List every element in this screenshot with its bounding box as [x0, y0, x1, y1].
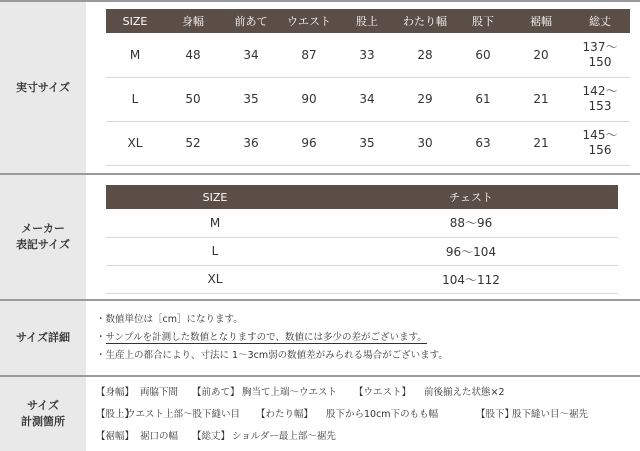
th-size: SIZE — [106, 9, 164, 33]
measure-label-line1: サイズ — [26, 399, 60, 412]
cell: 33 — [338, 33, 396, 77]
measure-key: 【ウエスト】 — [354, 387, 412, 398]
cell-length — [570, 77, 630, 121]
actual-size-label — [0, 2, 86, 173]
actual-size-section — [0, 2, 640, 173]
actual-size-table — [106, 9, 630, 166]
length-max: 153 — [588, 99, 612, 113]
measure-key: 【前あて】 — [192, 387, 240, 398]
measure-label — [0, 377, 86, 451]
maker-size-label-line2: 表記サイズ — [15, 238, 71, 251]
cell: 20 — [512, 33, 570, 77]
cell: 21 — [512, 121, 570, 165]
size-detail-label — [0, 301, 86, 375]
cell: 35 — [338, 121, 396, 165]
cell: XL — [106, 121, 164, 165]
cell-length — [570, 121, 630, 165]
table-row — [106, 265, 618, 293]
cell: 61 — [454, 77, 512, 121]
cell: 48 — [164, 33, 222, 77]
table-header-row — [106, 185, 618, 209]
th-hem: 裾幅 — [512, 9, 570, 33]
measure-value: ショルダー最上部〜裾先 — [232, 431, 336, 442]
cell: 96〜104 — [324, 237, 618, 265]
cell: 50 — [164, 77, 222, 121]
measure-section — [0, 377, 640, 451]
cell: 35 — [222, 77, 280, 121]
measure-value: 胸当て上端〜ウエスト — [242, 387, 338, 398]
measure-key: 【裾幅】 — [96, 431, 135, 442]
measure-row — [96, 382, 588, 404]
table-row — [106, 237, 618, 265]
table-row — [106, 209, 618, 237]
cell: 88〜96 — [324, 209, 618, 237]
table-row — [106, 77, 630, 121]
measure-value: 股下から10cm下のもも幅 — [326, 409, 439, 420]
note-line — [96, 329, 448, 347]
th-chest: チェスト — [324, 185, 618, 209]
th-inseam: 股下 — [454, 9, 512, 33]
cell: 96 — [280, 121, 338, 165]
measure-label-line2: 計測箇所 — [21, 415, 65, 428]
th-maeate: 前あて — [222, 9, 280, 33]
measure-points — [96, 382, 588, 448]
measure-key: 【股下】 — [476, 409, 515, 420]
cell: 63 — [454, 121, 512, 165]
table-row — [106, 33, 630, 77]
measure-value: ウエスト上部〜股下縫い目 — [126, 409, 241, 420]
note-line: ・生産上の都合により、寸法に 1〜3cm弱の数値差がみられる場合がございます。 — [96, 350, 448, 361]
note-underlined: サンプルを計測した数値となりますので、数値には多少の差がございます。 — [105, 332, 427, 343]
cell: 52 — [164, 121, 222, 165]
measure-value: 裾口の幅 — [140, 431, 179, 442]
th-size: SIZE — [106, 185, 324, 209]
th-rise: 股上 — [338, 9, 396, 33]
measure-key: 【わたり幅】 — [256, 409, 314, 420]
length-max: 156 — [588, 143, 612, 157]
th-mihaba: 身幅 — [164, 9, 222, 33]
size-detail-section — [0, 301, 640, 375]
measure-value: 股下縫い目〜裾先 — [512, 409, 589, 420]
cell: 34 — [338, 77, 396, 121]
cell: M — [106, 33, 164, 77]
cell: 30 — [396, 121, 454, 165]
th-length: 総丈 — [570, 9, 630, 33]
cell: 104〜112 — [324, 265, 618, 293]
maker-size-label — [0, 175, 86, 299]
cell: M — [106, 209, 324, 237]
measure-key: 【股上】 — [96, 409, 135, 420]
size-detail-notes — [96, 311, 448, 365]
length-min: 137〜 — [582, 39, 618, 54]
length-min: 142〜 — [582, 84, 618, 98]
length-max: 150 — [588, 54, 612, 69]
measure-key: 【身幅】 — [96, 387, 135, 398]
cell: 90 — [280, 77, 338, 121]
cell: L — [106, 237, 324, 265]
length-min: 145〜 — [582, 128, 618, 142]
measure-key: 【総丈】 — [192, 431, 231, 442]
maker-size-label-line1: メーカー — [21, 222, 65, 235]
size-detail-label-text: サイズ詳細 — [15, 331, 71, 344]
table-row — [106, 121, 630, 165]
cell: XL — [106, 265, 324, 293]
cell: 34 — [222, 33, 280, 77]
cell: 21 — [512, 77, 570, 121]
cell: 28 — [396, 33, 454, 77]
note-bullet: ・ — [96, 332, 106, 343]
measure-row — [96, 404, 588, 426]
cell: L — [106, 77, 164, 121]
measure-value: 前後揃えた状態×2 — [424, 387, 505, 398]
cell: 87 — [280, 33, 338, 77]
cell: 29 — [396, 77, 454, 121]
cell-length — [570, 33, 630, 77]
maker-size-table — [106, 185, 618, 294]
cell: 60 — [454, 33, 512, 77]
actual-size-label-text: 実寸サイズ — [15, 80, 71, 94]
measure-row — [96, 426, 588, 448]
th-waist: ウエスト — [280, 9, 338, 33]
th-thigh: わたり幅 — [396, 9, 454, 33]
table-header-row — [106, 9, 630, 33]
cell: 36 — [222, 121, 280, 165]
note-line: ・数値単位は［cm］になります。 — [96, 314, 243, 325]
measure-value: 両脇下間 — [140, 387, 179, 398]
maker-size-section — [0, 175, 640, 299]
